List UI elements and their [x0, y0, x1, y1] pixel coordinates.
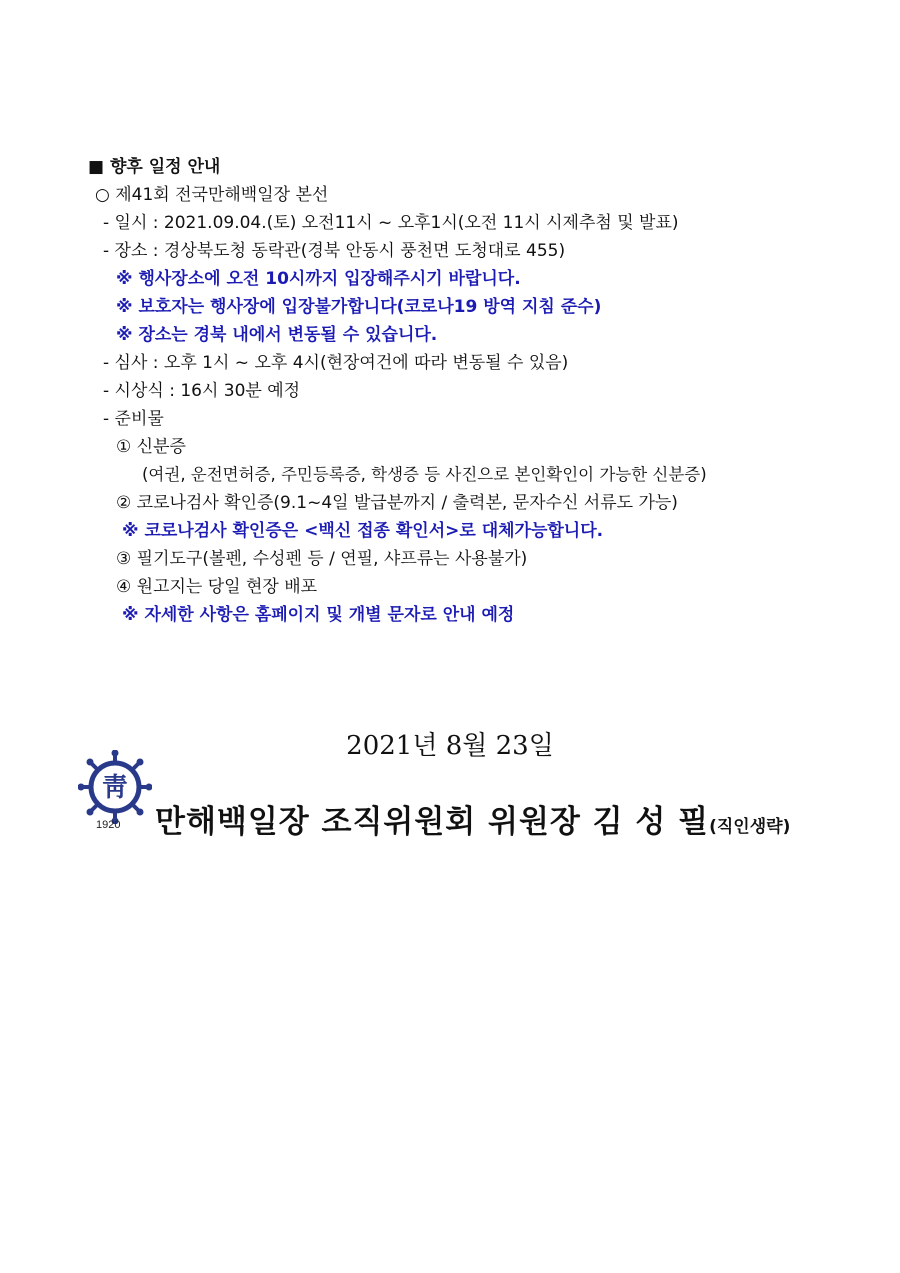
event-venue: - 장소 : 경상북도청 동락관(경북 안동시 풍천면 도청대로 455) — [103, 241, 566, 261]
seal-omitted-note: (직인생략) — [709, 817, 791, 837]
note-details: ※ 자세한 사항은 홈페이지 및 개별 문자로 안내 예정 — [122, 605, 515, 625]
supply-item-covid-test: ② 코로나검사 확인증(9.1~4일 발급분까지 / 출력본, 문자수신 서류도 가능) — [116, 493, 678, 513]
issue-date: 2021년 8월 23일 — [346, 731, 554, 761]
note-guardian: ※ 보호자는 행사장에 입장불가합니다(코로나19 방역 지침 준수) — [116, 297, 602, 317]
supply-item-manuscript-paper: ④ 원고지는 당일 현장 배포 — [116, 577, 318, 597]
supplies-title: - 준비물 — [103, 409, 164, 429]
section-heading: ■ 향후 일정 안내 — [88, 157, 221, 177]
supply-item-id: ① 신분증 — [116, 437, 186, 457]
note-location: ※ 장소는 경북 내에서 변동될 수 있습니다. — [116, 325, 438, 345]
supply-item-id-detail: (여권, 운전면허증, 주민등록증, 학생증 등 사진으로 본인확인이 가능한 신분증) — [142, 465, 707, 484]
event-title: ○ 제41회 전국만해백일장 본선 — [95, 185, 329, 205]
note-arrival: ※ 행사장소에 오전 10시까지 입장해주시기 바랍니다. — [116, 269, 521, 289]
emblem-year: 1920 — [96, 819, 121, 831]
signature-name: 만해백일장 조직위원회 위원장 김 성 필 — [155, 804, 710, 840]
judging-time: - 심사 : 오후 1시 ~ 오후 4시(현장여건에 따라 변동될 수 있음) — [103, 353, 569, 373]
note-vaccine: ※ 코로나검사 확인증은 <백신 접종 확인서>로 대체가능합니다. — [122, 521, 604, 541]
event-datetime: - 일시 : 2021.09.04.(토) 오전11시 ~ 오후1시(오전 11시 시제추첨 및 발표) — [103, 213, 679, 233]
supply-item-writing-tools: ③ 필기도구(볼펜, 수성펜 등 / 연필, 샤프류는 사용불가) — [116, 549, 528, 569]
signature-line — [155, 802, 790, 847]
ceremony-time: - 시상식 : 16시 30분 예정 — [103, 381, 301, 401]
emblem-character: 靑 — [101, 773, 129, 803]
